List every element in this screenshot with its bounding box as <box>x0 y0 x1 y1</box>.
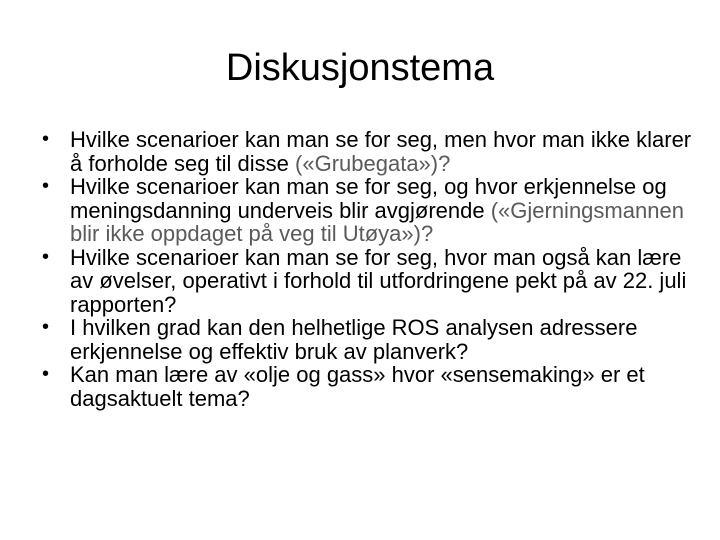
slide-title: Diskusjonstema <box>225 47 495 89</box>
bullet-marker: • <box>42 363 50 385</box>
bullet-example: («Gjerningsmannen blir ikke oppdaget på veg til Utøya»)? <box>70 197 684 246</box>
bullet-item-5 <box>42 363 692 410</box>
bullet-text: Hvilke scenarioer kan man se for seg, hvor man også kan lære av øvelser, operativt i forhold til utfordringene pekt på av 22. juli rapporten? <box>70 244 687 317</box>
bullet-marker: • <box>42 245 50 268</box>
bullet-item-3 <box>42 246 692 317</box>
bullet-text: Hvilke scenarioer kan man se for seg, men hvor man ikke klarer å forholde seg til disse <box>70 127 692 176</box>
bullet-item-4 <box>42 316 692 363</box>
bullet-text: Kan man lære av «olje og gass» hvor «sensemaking» er et dagsaktuelt tema? <box>70 362 645 411</box>
bullet-item-2 <box>42 175 692 246</box>
bullet-list <box>42 128 692 410</box>
bullet-marker: • <box>42 316 50 338</box>
bullet-text: I hvilken grad kan den helhetlige ROS analysen adressere erkjennelse og effektiv bruk av planverk? <box>70 315 638 364</box>
bullet-text: Hvilke scenarioer kan man se for seg, og hvor erkjennelse og meningsdanning underveis blir avgjørende <box>70 174 667 223</box>
bullet-example: («Grubegata»)? <box>295 150 451 176</box>
bullet-item-1 <box>42 128 692 175</box>
bullet-marker: • <box>42 128 50 150</box>
bullet-marker: • <box>42 175 50 197</box>
